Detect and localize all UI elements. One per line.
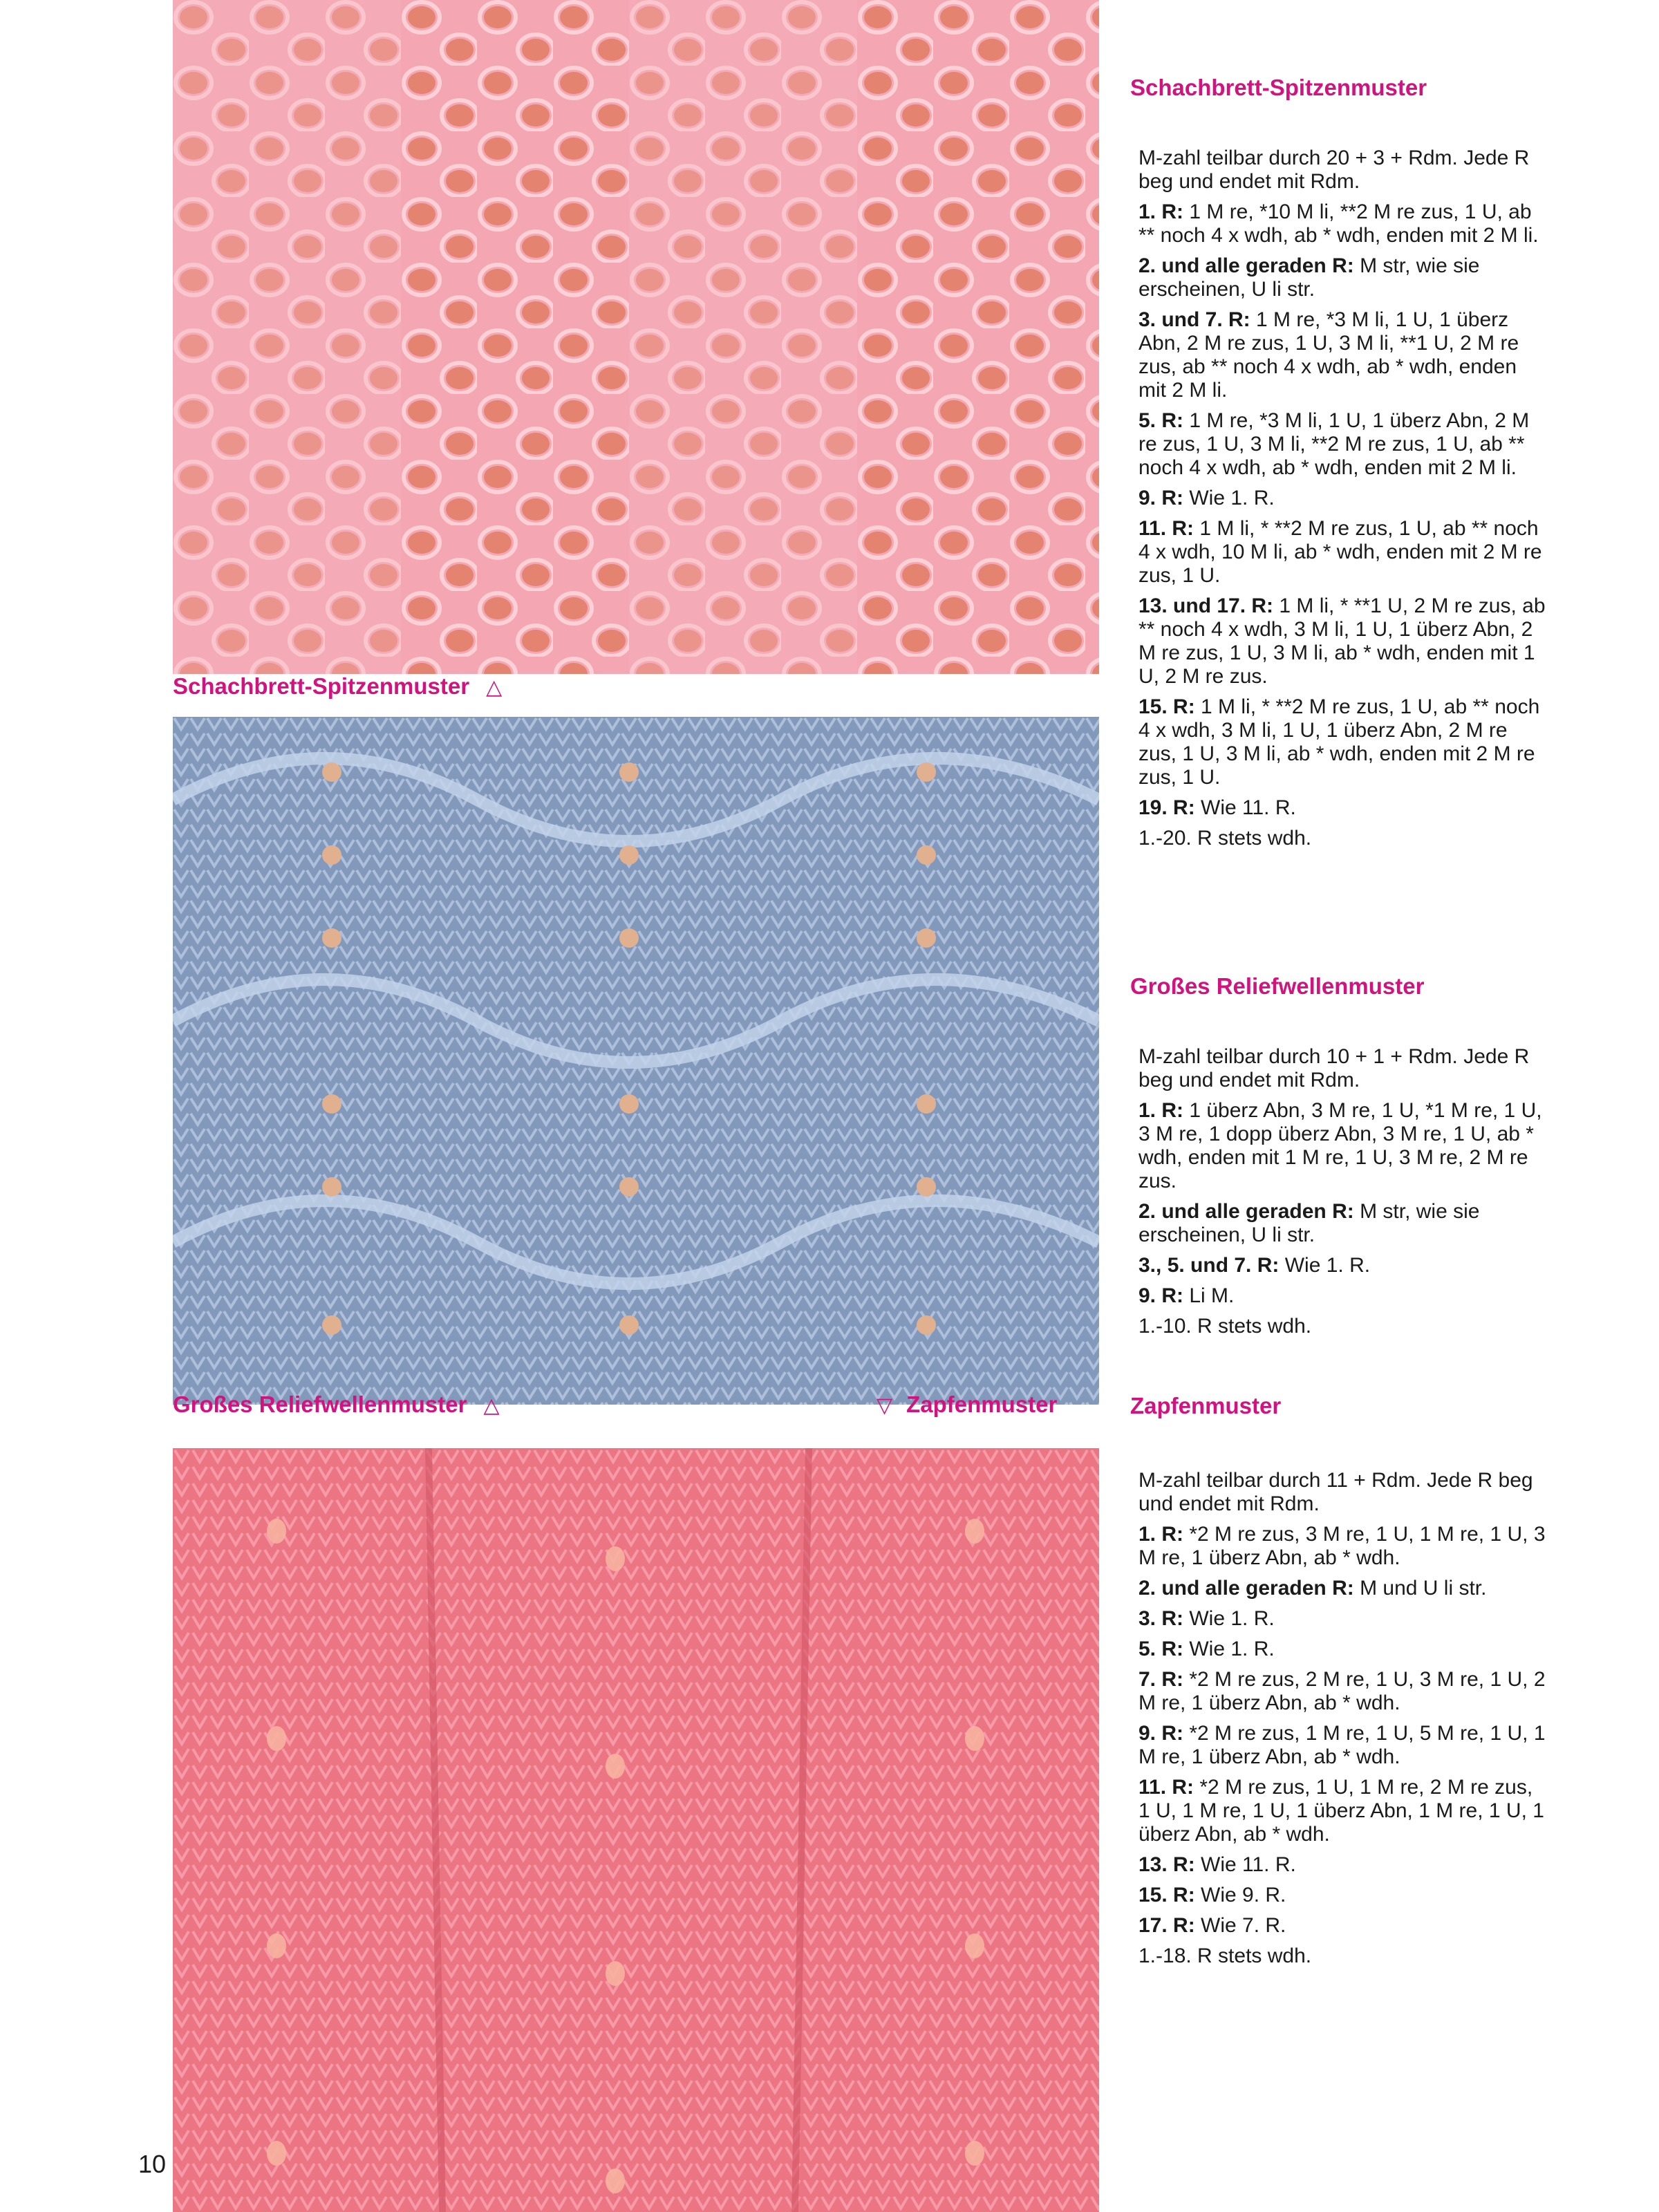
triangle-up-icon: △ (483, 1394, 500, 1417)
instruction-row: 2. und alle geraden R: M str, wie sie erscheinen, U li str. (1138, 254, 1480, 301)
triangle-down-icon: ▽ (877, 1394, 893, 1417)
relief-wave-pattern-image (173, 717, 1099, 1405)
triangle-up-icon: △ (486, 676, 503, 699)
instruction-row: 3., 5. und 7. R: Wie 1. R. (1138, 1254, 1371, 1277)
instruction-row: 1.-10. R stets wdh. (1138, 1315, 1312, 1338)
section-title: Zapfenmuster (1130, 1393, 1282, 1418)
instruction-row: 15. R: Wie 9. R. (1138, 1884, 1286, 1906)
instruction-row: 2. und alle geraden R: M str, wie sie erscheinen, U li str. (1138, 1200, 1480, 1246)
instruction-row: 15. R: 1 M li, * **2 M re zus, 1 U, ab ** noch 4 x wdh, 3 M li, 1 U, 1 überz Abn, 2 M re zus, 1 U, 3 M li, ab * wdh, enden mit 2 M re zus, 1 U. (1138, 695, 1540, 789)
lace-swatch-photo-pink (173, 0, 1099, 674)
instruction-row: 5. R: Wie 1. R. (1138, 1638, 1275, 1660)
instruction-row: 11. R: *2 M re zus, 1 U, 1 M re, 2 M re zus, 1 U, 1 M re, 1 U, 1 überz Abn, 1 M re, 1 U, 1 überz Abn, ab * wdh. (1138, 1776, 1544, 1846)
caption-zapfen (877, 1393, 1057, 1416)
caption-schachbrett (173, 675, 502, 698)
instruction-row: 13. und 17. R: 1 M li, * **1 U, 2 M re zus, ab ** noch 4 x wdh, 3 M li, 1 U, 1 überz Abn, 2 M re zus, 1 U, 3 M li, ab * wdh, enden mit 1 U, 2 M re zus. (1138, 594, 1546, 688)
caption-text: Schachbrett-Spitzenmuster (173, 673, 470, 699)
section-body (1138, 1045, 1546, 1345)
caption-text: Großes Reliefwellenmuster (173, 1391, 467, 1417)
caption-text: Zapfenmuster (906, 1391, 1058, 1417)
instruction-row: 1.-18. R stets wdh. (1138, 1944, 1312, 1967)
instruction-row: 17. R: Wie 7. R. (1138, 1914, 1286, 1937)
lace-swatch-photo-blue (173, 717, 1099, 1405)
caption-reliefwellen (173, 1393, 500, 1416)
lace-swatch-photo-coral (173, 1448, 1099, 2212)
instruction-row: 1. R: *2 M re zus, 3 M re, 1 U, 1 M re, 1 U, 3 M re, 1 überz Abn, ab * wdh. (1138, 1523, 1546, 1569)
section-intro: M-zahl teilbar durch 10 + 1 + Rdm. Jede R beg und endet mit Rdm. (1138, 1045, 1530, 1091)
instruction-row: 19. R: Wie 11. R. (1138, 796, 1296, 819)
instruction-row: 3. und 7. R: 1 M re, *3 M li, 1 U, 1 überz Abn, 2 M re zus, 1 U, 3 M li, **1 U, 2 M re zus, ab ** noch 4 x wdh, ab * wdh, enden mit 2 M li. (1138, 308, 1519, 402)
section-title: Schachbrett-Spitzenmuster (1130, 75, 1427, 100)
section-body (1138, 147, 1546, 857)
instruction-row: 1. R: 1 überz Abn, 3 M re, 1 U, *1 M re, 1 U, 3 M re, 1 dopp überz Abn, 3 M re, 1 U, ab * wdh, enden mit 1 M re, 1 U, 3 M re, 2 M re zus. (1138, 1099, 1542, 1192)
page-number: 10 (138, 2150, 167, 2178)
instruction-row: 3. R: Wie 1. R. (1138, 1607, 1275, 1630)
instruction-row: 9. R: *2 M re zus, 1 M re, 1 U, 5 M re, 1 U, 1 M re, 1 überz Abn, ab * wdh. (1138, 1722, 1546, 1768)
section-title: Großes Reliefwellenmuster (1130, 973, 1425, 999)
instruction-row: 9. R: Li M. (1138, 1284, 1235, 1307)
cone-pattern-image (173, 1448, 1099, 2212)
instruction-row: 1.-20. R stets wdh. (1138, 827, 1312, 850)
lace-pattern-image (173, 0, 1099, 674)
instruction-row: 13. R: Wie 11. R. (1138, 1853, 1296, 1876)
instruction-row: 9. R: Wie 1. R. (1138, 487, 1275, 509)
section-body (1138, 1469, 1546, 1975)
instruction-row: 5. R: 1 M re, *3 M li, 1 U, 1 überz Abn, 2 M re zus, 1 U, 3 M li, **2 M re zus, 1 U, ab ** noch 4 x wdh, ab * wdh, enden mit 2 M li. (1138, 409, 1530, 479)
instruction-row: 11. R: 1 M li, * **2 M re zus, 1 U, ab ** noch 4 x wdh, 10 M li, ab * wdh, enden mit 2 M re zus, 1 U. (1138, 517, 1542, 587)
instruction-row: 7. R: *2 M re zus, 2 M re, 1 U, 3 M re, 1 U, 2 M re, 1 überz Abn, ab * wdh. (1138, 1668, 1546, 1714)
instruction-row: 1. R: 1 M re, *10 M li, **2 M re zus, 1 U, ab ** noch 4 x wdh, ab * wdh, enden mit 2 M li. (1138, 200, 1539, 247)
section-intro: M-zahl teilbar durch 20 + 3 + Rdm. Jede R beg und endet mit Rdm. (1138, 147, 1530, 193)
section-intro: M-zahl teilbar durch 11 + Rdm. Jede R beg und endet mit Rdm. (1138, 1469, 1533, 1515)
instruction-row: 2. und alle geraden R: M und U li str. (1138, 1577, 1487, 1600)
